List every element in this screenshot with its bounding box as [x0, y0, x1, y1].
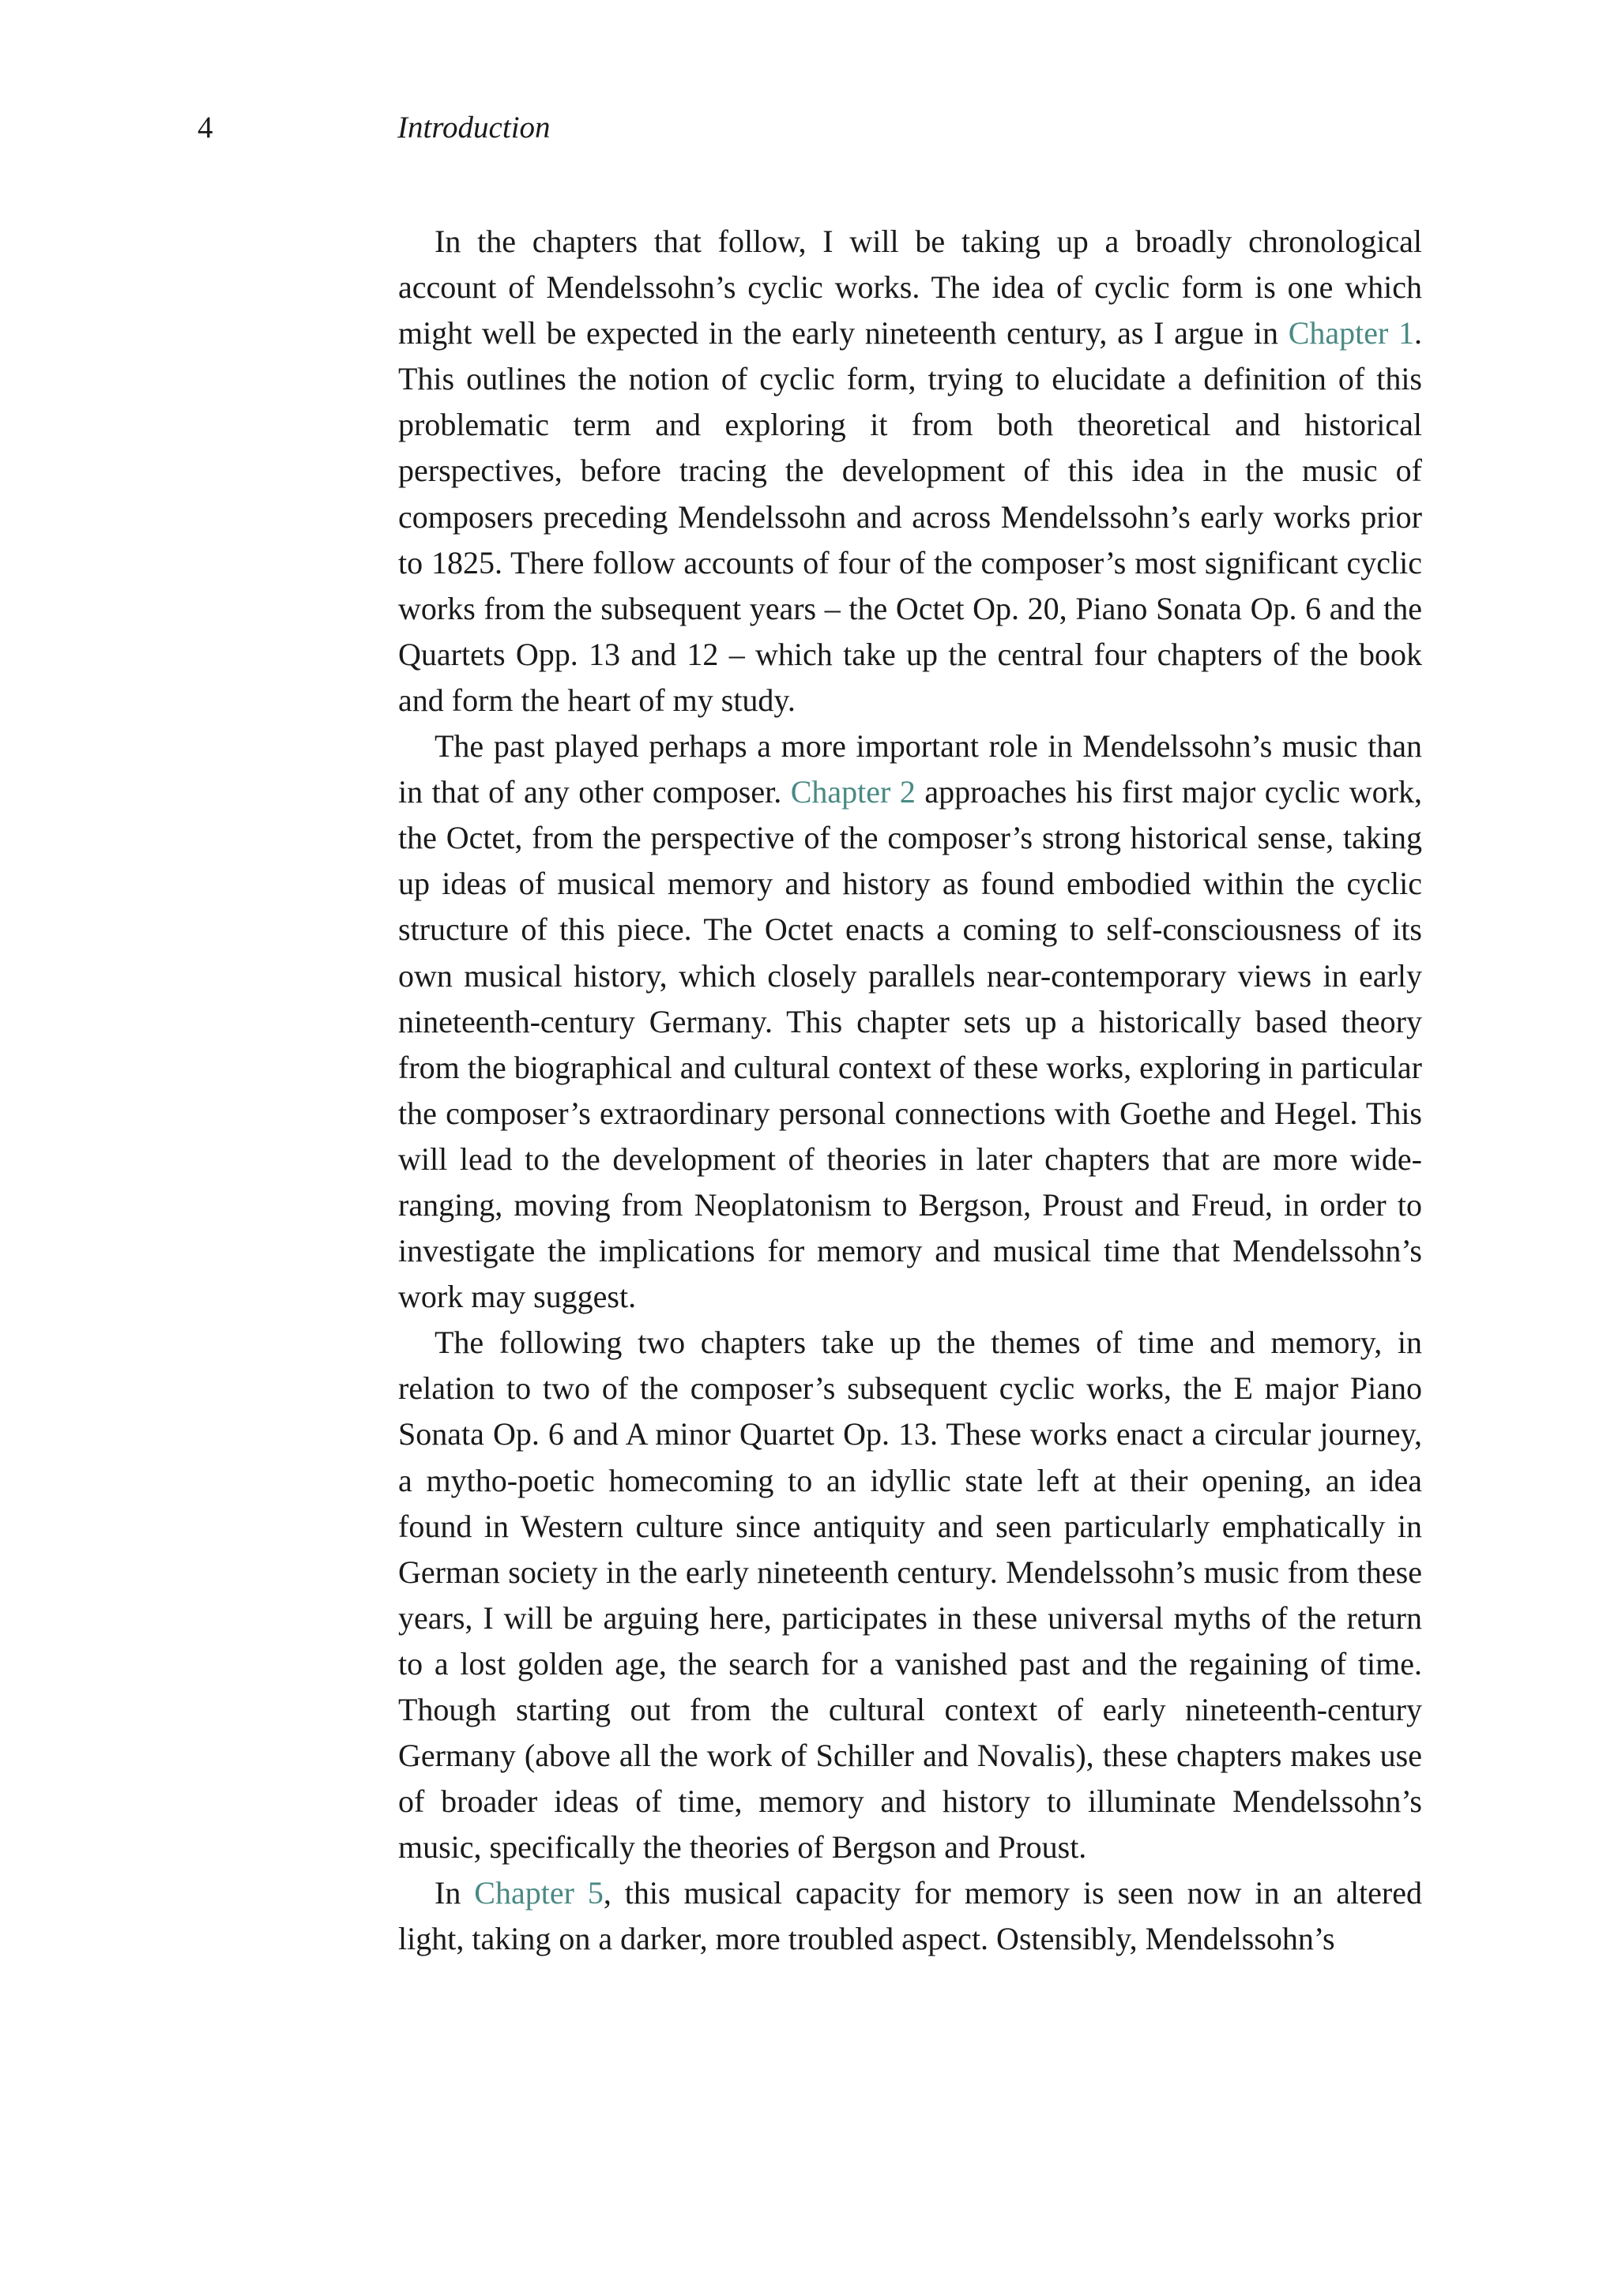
page-number: 4 [198, 111, 213, 145]
text-run: The following two chapters take up the themes of time and memory, in relation to two of the composer’s subsequent cyclic works, the E major Piano Sonata Op. 6 and A minor Quartet Op. 13. These works enact a circular journey, a mytho-poetic homecoming to an idyllic state left at their opening, an idea found in Western culture since antiquity and seen particularly emphatically in German society in the early nineteenth century. Mendelssohn’s music from these years, I will be arguing here, participates in these universal myths of the return to a lost golden age, the search for a vanished past and the regaining of time. Though starting out from the cultural context of early nineteenth-century Germany (above all the work of Schiller and Novalis), these chapters makes use of broader ideas of time, memory and history to illuminate Mendelssohn’s music, specifically the theories of Bergson and Proust. [398, 1325, 1422, 1866]
running-head [198, 104, 1422, 152]
chapter-5-link[interactable]: Chapter 5 [474, 1875, 604, 1911]
chapter-2-link[interactable]: Chapter 2 [790, 774, 916, 810]
paragraph [398, 1320, 1422, 1870]
text-run: In [435, 1875, 475, 1911]
section-title: Introduction [397, 111, 551, 145]
paragraph [398, 1870, 1422, 1962]
paragraph [398, 723, 1422, 1320]
text-run: approaches his first major cyclic work, the Octet, from the perspective of the composer’s strong historical sense, taking up ideas of musical memory and history as found embodied within the cyclic structure of this piece. The Octet enacts a coming to self-consciousness of its own musical history, which closely parallels near-contemporary views in early nineteenth-century Germany. This chapter sets up a historically based theory from the biographical and cultural context of these works, exploring in particular the composer’s extraordinary personal connections with Goethe and Hegel. This will lead to the development of theories in later chapters that are more wide-ranging, moving from Neoplatonism to Bergson, Proust and Freud, in order to investigate the implications for memory and musical time that Mendelssohn’s work may suggest. [398, 774, 1422, 1315]
text-run: , this musical capacity for memory is seen now in an altered light, taking on a darker, more troubled aspect. Ostensibly, Mendelssohn’s [398, 1875, 1422, 1957]
text-run: The past played perhaps a more important role in Mendelssohn’s music than in that of any other composer. [398, 728, 1422, 810]
body-text [398, 219, 1422, 1963]
text-run: . This outlines the notion of cyclic form, trying to elucidate a definition of this problematic term and exploring it from both theoretical and historical perspectives, before tracing the development of this idea in the music of composers preceding Mendelssohn and across Mendelssohn’s early works prior to 1825. There follow accounts of four of the composer’s most significant cyclic works from the subsequent years – the Octet Op. 20, Piano Sonata Op. 6 and the Quartets Opp. 13 and 12 – which take up the central four chapters of the book and form the heart of my study. [398, 315, 1422, 718]
paragraph [398, 219, 1422, 723]
chapter-1-link[interactable]: Chapter 1 [1288, 315, 1414, 351]
text-run: In the chapters that follow, I will be taking up a broadly chronological account of Mendelssohn’s cyclic works. The idea of cyclic form is one which might well be expected in the early nineteenth century, as I argue in [398, 224, 1422, 351]
